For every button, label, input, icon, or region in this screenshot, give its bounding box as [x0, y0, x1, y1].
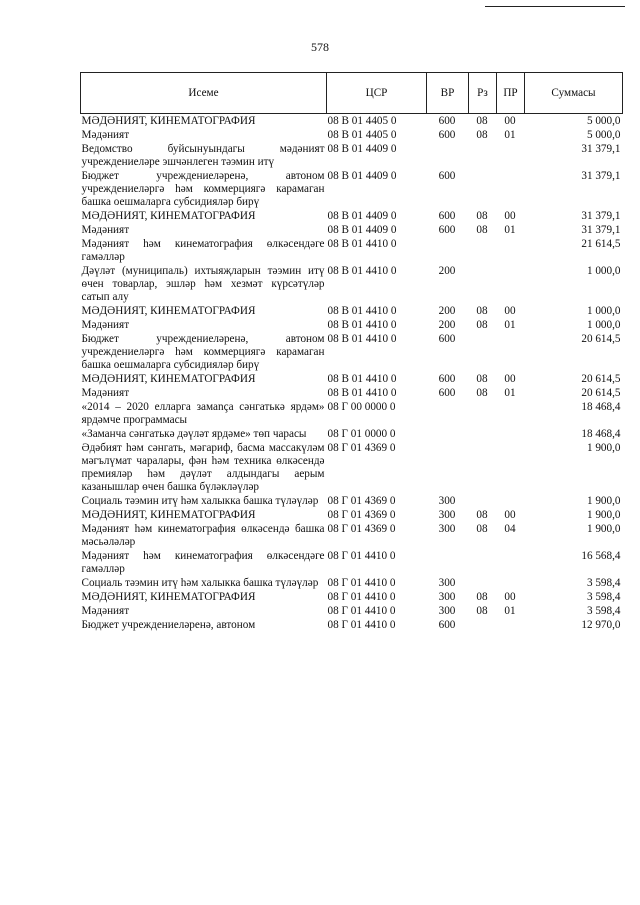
- top-rule: [485, 6, 625, 7]
- cell-name: Социаль тәэмин итү һәм халыкка башка түләүләр: [81, 495, 319, 507]
- cell-vr: 600: [438, 333, 456, 345]
- cell-name: Мәдәният: [81, 224, 130, 236]
- cell-vr: [427, 549, 469, 576]
- table-row: [81, 304, 623, 318]
- cell-vr: 300: [438, 509, 456, 521]
- table-row: [81, 549, 623, 576]
- table-header: [81, 73, 623, 114]
- cell-vr: [427, 400, 469, 427]
- cell-sum: 18 468,4: [581, 428, 621, 440]
- table-row: [81, 114, 623, 129]
- cell-pr: 01: [504, 319, 516, 331]
- cell-vr: 600: [438, 619, 456, 631]
- header-row: [81, 73, 623, 114]
- cell-vr: [427, 427, 469, 441]
- cell-csr: 08 В 01 4405 0: [327, 129, 397, 141]
- cell-sum: 31 379,1: [581, 170, 621, 182]
- cell-vr: [427, 237, 469, 264]
- cell-vr: 600: [438, 373, 456, 385]
- table-row: [81, 441, 623, 494]
- cell-pr: [497, 549, 525, 576]
- cell-rz: [469, 618, 497, 632]
- table-row: [81, 386, 623, 400]
- cell-pr: 01: [504, 129, 516, 141]
- cell-csr: 08 Г 00 0000 0: [327, 401, 396, 413]
- cell-vr: 600: [438, 224, 456, 236]
- cell-sum: 20 614,5: [581, 373, 621, 385]
- cell-vr: 200: [438, 265, 456, 277]
- cell-pr: [497, 441, 525, 494]
- header-vr: ВР: [427, 73, 469, 114]
- cell-csr: 08 Г 01 4369 0: [327, 495, 396, 507]
- cell-sum: 20 614,5: [581, 387, 621, 399]
- header-pr: ПР: [497, 73, 525, 114]
- table-row: [81, 223, 623, 237]
- cell-rz: [469, 169, 497, 209]
- cell-sum: 31 379,1: [581, 210, 621, 222]
- cell-pr: 00: [504, 591, 516, 603]
- cell-pr: 01: [504, 224, 516, 236]
- table-row: [81, 264, 623, 304]
- table-row: [81, 169, 623, 209]
- cell-vr: 300: [438, 523, 456, 535]
- table-row: [81, 209, 623, 223]
- cell-csr: 08 В 01 4410 0: [327, 373, 397, 385]
- cell-vr: 200: [438, 319, 456, 331]
- cell-name: Мәдәният һәм кинематография өлкәсендәге гамәлләр: [81, 238, 325, 263]
- cell-rz: [469, 494, 497, 508]
- cell-name: Әдәбият һәм сәнгать, мәгариф, басма массакүләм мәгълүмат чаралары, фән һәм техника өлкәсендә премияләр һәм дәүләт алдындагы аерым казанышлар өчен башка бүләкләүләр: [81, 442, 325, 493]
- cell-csr: 08 Г 01 4369 0: [327, 523, 396, 535]
- cell-sum: 21 614,5: [581, 238, 621, 250]
- cell-pr: [497, 264, 525, 304]
- table-row: [81, 427, 623, 441]
- table-row: [81, 400, 623, 427]
- cell-name: МӘДӘНИЯТ, КИНЕМАТОГРАФИЯ: [81, 373, 256, 385]
- cell-sum: 1 900,0: [586, 495, 621, 507]
- cell-pr: 04: [504, 523, 516, 535]
- cell-sum: 1 900,0: [586, 509, 621, 521]
- header-sum: Суммасы: [525, 73, 623, 114]
- cell-vr: 300: [438, 591, 456, 603]
- cell-name: Бюджет учреждениеләренә, автоном учреждениеләргә һәм коммерциягә карамаган башка оешмаларга субсидияләр бирү: [81, 170, 325, 208]
- cell-name: МӘДӘНИЯТ, КИНЕМАТОГРАФИЯ: [81, 591, 256, 603]
- cell-sum: 1 000,0: [586, 319, 621, 331]
- cell-sum: 12 970,0: [581, 619, 621, 631]
- cell-vr: 600: [438, 115, 456, 127]
- table-row: [81, 318, 623, 332]
- cell-rz: [469, 576, 497, 590]
- cell-pr: [497, 142, 525, 169]
- table-row: [81, 590, 623, 604]
- cell-vr: 600: [438, 170, 456, 182]
- table-row: [81, 332, 623, 372]
- cell-rz: [469, 427, 497, 441]
- cell-vr: 600: [438, 210, 456, 222]
- cell-pr: [497, 169, 525, 209]
- cell-csr: 08 В 01 4410 0: [327, 333, 397, 345]
- cell-name: Мәдәният: [81, 387, 130, 399]
- cell-name: «2014 – 2020 елларга замança сәнгатькә ярдәм» ярдәмче программасы: [81, 401, 325, 426]
- cell-vr: 600: [438, 387, 456, 399]
- cell-sum: 3 598,4: [586, 591, 621, 603]
- cell-rz: 08: [476, 387, 488, 399]
- cell-name: МӘДӘНИЯТ, КИНЕМАТОГРАФИЯ: [81, 305, 256, 317]
- table-body: [81, 114, 623, 633]
- cell-rz: [469, 264, 497, 304]
- cell-sum: 1 900,0: [586, 442, 621, 454]
- cell-pr: [497, 494, 525, 508]
- cell-csr: 08 В 01 4405 0: [327, 115, 397, 127]
- cell-csr: 08 В 01 4409 0: [327, 143, 397, 155]
- cell-name: Мәдәният: [81, 129, 130, 141]
- table-row: [81, 618, 623, 632]
- cell-vr: 300: [438, 577, 456, 589]
- cell-csr: 08 В 01 4409 0: [327, 224, 397, 236]
- cell-pr: [497, 332, 525, 372]
- cell-sum: 3 598,4: [586, 605, 621, 617]
- cell-sum: 1 000,0: [586, 265, 621, 277]
- cell-name: Бюджет учреждениеләренә, автоном: [81, 619, 256, 631]
- page-number: 578: [311, 40, 329, 54]
- table-row: [81, 128, 623, 142]
- header-rz: Рз: [469, 73, 497, 114]
- cell-csr: 08 В 01 4410 0: [327, 387, 397, 399]
- cell-pr: 00: [504, 305, 516, 317]
- cell-sum: 31 379,1: [581, 143, 621, 155]
- cell-pr: 00: [504, 115, 516, 127]
- cell-name: Мәдәният: [81, 319, 130, 331]
- cell-csr: 08 Г 01 4410 0: [327, 619, 396, 631]
- cell-sum: 31 379,1: [581, 224, 621, 236]
- cell-csr: 08 В 01 4410 0: [327, 238, 397, 250]
- header-name: Исеме: [81, 73, 327, 114]
- cell-pr: [497, 576, 525, 590]
- cell-sum: 1 000,0: [586, 305, 621, 317]
- cell-name: Мәдәният һәм кинематография өлкәсендә башка мәсьәләләр: [81, 523, 325, 548]
- cell-rz: 08: [476, 509, 488, 521]
- cell-sum: 3 598,4: [586, 577, 621, 589]
- cell-sum: 18 468,4: [581, 401, 621, 413]
- cell-sum: 1 900,0: [586, 523, 621, 535]
- cell-rz: 08: [476, 605, 488, 617]
- cell-vr: [427, 142, 469, 169]
- cell-csr: 08 В 01 4410 0: [327, 319, 397, 331]
- cell-pr: 01: [504, 605, 516, 617]
- cell-rz: [469, 142, 497, 169]
- cell-name: Ведомство буйсынуындагы мәдәният учреждениеләре эшчәнлеген тәэмин итү: [81, 143, 325, 168]
- cell-name: МӘДӘНИЯТ, КИНЕМАТОГРАФИЯ: [81, 115, 256, 127]
- cell-vr: 300: [438, 495, 456, 507]
- cell-rz: 08: [476, 210, 488, 222]
- cell-vr: 300: [438, 605, 456, 617]
- cell-name: МӘДӘНИЯТ, КИНЕМАТОГРАФИЯ: [81, 509, 256, 521]
- cell-vr: 600: [438, 129, 456, 141]
- table-row: [81, 142, 623, 169]
- cell-rz: 08: [476, 591, 488, 603]
- cell-csr: 08 Г 01 4410 0: [327, 550, 396, 562]
- cell-rz: 08: [476, 373, 488, 385]
- cell-csr: 08 Г 01 4369 0: [327, 509, 396, 521]
- cell-pr: 01: [504, 387, 516, 399]
- table-row: [81, 604, 623, 618]
- cell-pr: 00: [504, 373, 516, 385]
- cell-pr: [497, 618, 525, 632]
- cell-sum: 5 000,0: [586, 129, 621, 141]
- cell-csr: 08 В 01 4410 0: [327, 265, 397, 277]
- cell-rz: 08: [476, 319, 488, 331]
- cell-vr: 200: [438, 305, 456, 317]
- cell-csr: 08 В 01 4410 0: [327, 305, 397, 317]
- cell-csr: 08 В 01 4409 0: [327, 210, 397, 222]
- cell-rz: 08: [476, 129, 488, 141]
- cell-name: Социаль тәэмин итү һәм халыкка башка түләүләр: [81, 577, 319, 589]
- cell-name: Мәдәният һәм кинематография өлкәсендәге гамәлләр: [81, 550, 325, 575]
- cell-sum: 16 568,4: [581, 550, 621, 562]
- cell-rz: [469, 237, 497, 264]
- cell-rz: [469, 332, 497, 372]
- cell-vr: [427, 441, 469, 494]
- cell-pr: [497, 427, 525, 441]
- cell-csr: 08 Г 01 4369 0: [327, 442, 396, 454]
- cell-rz: 08: [476, 115, 488, 127]
- table-row: [81, 576, 623, 590]
- header-csr: ЦСР: [327, 73, 427, 114]
- cell-csr: 08 Г 01 4410 0: [327, 591, 396, 603]
- cell-pr: [497, 400, 525, 427]
- cell-csr: 08 В 01 4409 0: [327, 170, 397, 182]
- cell-rz: 08: [476, 224, 488, 236]
- cell-name: Дәүләт (муниципаль) ихтыяҗларын тәэмин итү өчен товарлар, эшләр һәм хезмәт күрсәтүләр сатып алу: [81, 265, 325, 303]
- cell-rz: 08: [476, 523, 488, 535]
- cell-rz: [469, 441, 497, 494]
- cell-csr: 08 Г 01 4410 0: [327, 577, 396, 589]
- table-row: [81, 494, 623, 508]
- cell-sum: 20 614,5: [581, 333, 621, 345]
- cell-pr: 00: [504, 509, 516, 521]
- cell-rz: [469, 400, 497, 427]
- cell-pr: [497, 237, 525, 264]
- table-row: [81, 522, 623, 549]
- cell-name: «Заманча сәнгатькә дәүләт ярдәме» төп чарасы: [81, 428, 307, 440]
- table-row: [81, 237, 623, 264]
- budget-table: [80, 72, 623, 632]
- cell-rz: 08: [476, 305, 488, 317]
- cell-csr: 08 Г 01 0000 0: [327, 428, 396, 440]
- cell-sum: 5 000,0: [586, 115, 621, 127]
- cell-name: Мәдәният: [81, 605, 130, 617]
- cell-pr: 00: [504, 210, 516, 222]
- table-row: [81, 372, 623, 386]
- cell-name: МӘДӘНИЯТ, КИНЕМАТОГРАФИЯ: [81, 210, 256, 222]
- table-row: [81, 508, 623, 522]
- cell-name: Бюджет учреждениеләренә, автоном учреждениеләргә һәм коммерциягә карамаган башка оешмаларга субсидияләр бирү: [81, 333, 325, 371]
- cell-rz: [469, 549, 497, 576]
- cell-csr: 08 Г 01 4410 0: [327, 605, 396, 617]
